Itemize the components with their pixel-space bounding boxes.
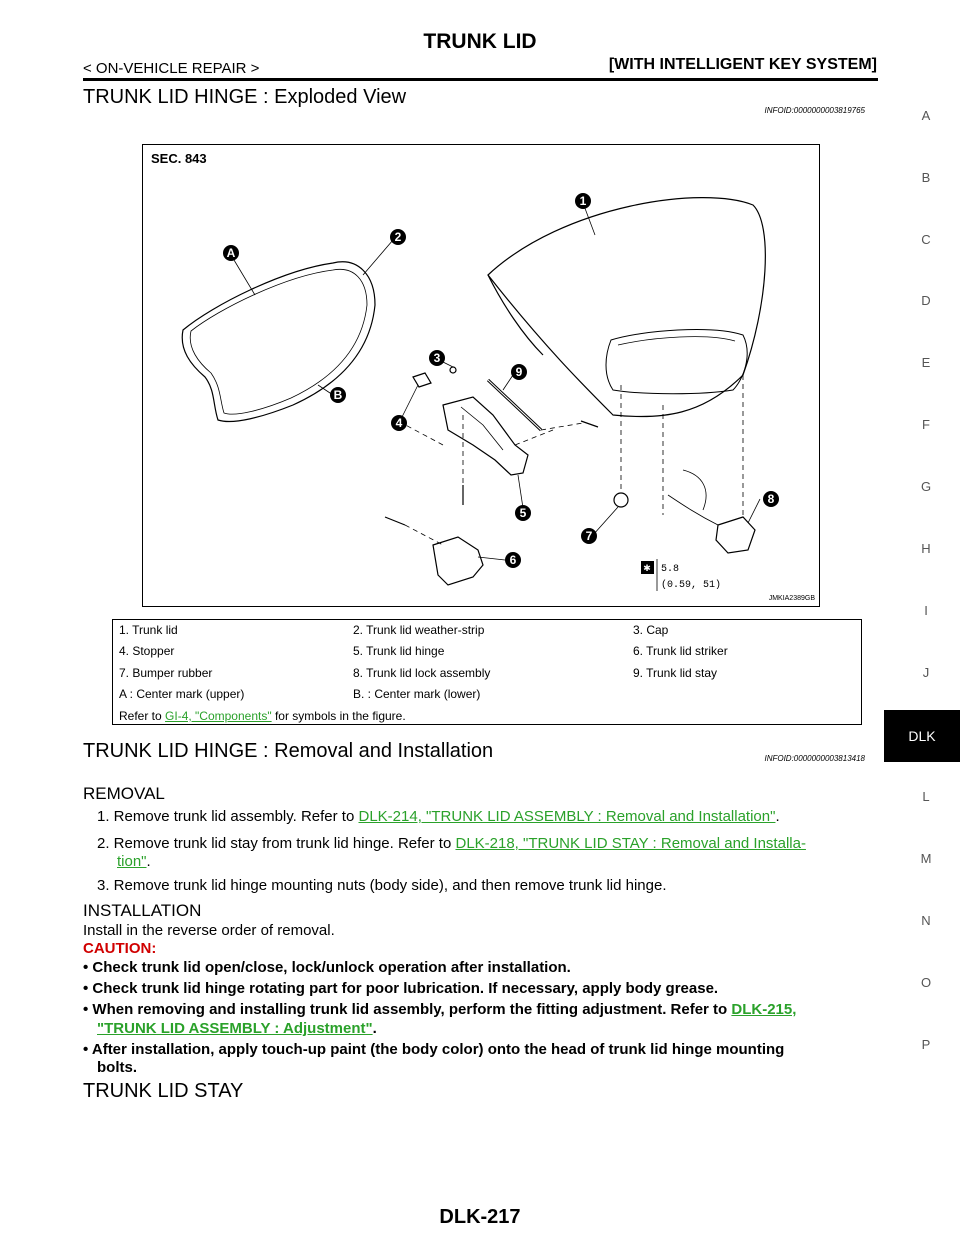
caution-bullet-2: • Check trunk lid hinge rotating part for poor lubrication. If necessary, apply body grease. <box>83 980 719 997</box>
side-index-n[interactable]: N <box>921 913 931 928</box>
side-index-m[interactable]: M <box>920 851 932 866</box>
legend-cell: 4. Stopper <box>119 644 175 659</box>
svg-text:7: 7 <box>585 529 593 543</box>
callout-9 <box>511 364 527 380</box>
legend <box>112 619 862 723</box>
legend-cell: 5. Trunk lid hinge <box>353 644 445 659</box>
side-index-d[interactable]: D <box>921 293 931 308</box>
page-number: DLK-217 <box>439 1206 521 1228</box>
side-index-l[interactable]: L <box>922 789 930 804</box>
callout-b <box>330 387 346 403</box>
caution-bullet-3-cont: "TRUNK LID ASSEMBLY : Adjustment". <box>97 1020 377 1037</box>
caution-bullet-3: • When removing and installing trunk lid assembly, perform the fitting adjustment. Refer to DLK-215, <box>83 1001 797 1018</box>
callout-2 <box>390 229 406 245</box>
exploded-view-drawing <box>143 145 818 605</box>
svg-text:6: 6 <box>509 553 517 567</box>
callout-a <box>223 245 239 261</box>
side-index-p[interactable]: P <box>921 1037 931 1052</box>
striker-shape <box>433 537 483 585</box>
svg-text:4: 4 <box>395 416 403 430</box>
legend-cell: B. : Center mark (lower) <box>353 687 481 702</box>
gi-4-link[interactable]: GI-4, "Components" <box>165 709 272 723</box>
hinge-shape <box>443 397 528 475</box>
torque-spec <box>641 559 721 591</box>
legend-reference: Refer to GI-4, "Components" for symbols in the figure. <box>119 709 406 723</box>
caution-bullet-4-cont: bolts. <box>97 1059 137 1076</box>
svg-text:1: 1 <box>579 194 587 208</box>
legend-cell: 6. Trunk lid striker <box>633 644 728 659</box>
figure-code: JMKIA2389GB <box>768 595 815 602</box>
dlk-214-link[interactable]: DLK-214, "TRUNK LID ASSEMBLY : Removal and Installation" <box>358 808 776 825</box>
callout-7 <box>581 528 597 544</box>
legend-cell: 1. Trunk lid <box>119 622 178 637</box>
caution-label: CAUTION: <box>83 940 157 957</box>
section-title-trunk-lid-stay: TRUNK LID STAY <box>83 1080 244 1102</box>
legend-row <box>112 684 862 706</box>
legend-cell: 2. Trunk lid weather-strip <box>353 622 485 637</box>
removal-step-2: 2. Remove trunk lid stay from trunk lid hinge. Refer to DLK-218, "TRUNK LID STAY : Removal and Installa- <box>97 835 806 852</box>
info-id: INFOID:0000000003819765 <box>764 106 865 115</box>
side-index-c[interactable]: C <box>921 232 931 247</box>
callout-8 <box>763 491 779 507</box>
legend-cell: 7. Bumper rubber <box>119 665 213 680</box>
legend-cell: 9. Trunk lid stay <box>633 665 718 680</box>
legend-table <box>112 619 862 705</box>
weather-strip-shape <box>182 262 375 422</box>
legend-cell: 3. Cap <box>633 622 669 637</box>
side-index-e[interactable]: E <box>921 355 931 370</box>
dlk-218-link[interactable]: DLK-218, "TRUNK LID STAY : Removal and Installa- <box>455 835 806 852</box>
section-title-removal-installation: TRUNK LID HINGE : Removal and Installation <box>83 740 494 762</box>
side-index-j[interactable]: J <box>922 665 930 680</box>
legend-cell <box>626 684 862 706</box>
dlk-218-link-cont[interactable]: tion" <box>117 853 147 870</box>
exploded-view-figure <box>142 144 820 607</box>
side-index-a[interactable]: A <box>921 108 931 123</box>
installation-intro: Install in the reverse order of removal. <box>83 922 335 939</box>
dlk-215-link-cont[interactable]: "TRUNK LID ASSEMBLY : Adjustment" <box>97 1020 373 1037</box>
side-index-o[interactable]: O <box>920 975 932 990</box>
svg-text:2: 2 <box>394 230 402 244</box>
info-id: INFOID:0000000003813418 <box>764 754 865 763</box>
header-section: < ON-VEHICLE REPAIR > <box>83 60 260 77</box>
legend-cell: 8. Trunk lid lock assembly <box>353 665 491 680</box>
page-title: TRUNK LID <box>423 30 537 53</box>
torque-value: 5.8 <box>661 564 680 575</box>
callout-5 <box>515 505 531 521</box>
side-index-f[interactable]: F <box>922 417 930 432</box>
svg-text:3: 3 <box>433 351 441 365</box>
svg-text:9: 9 <box>515 365 523 379</box>
removal-heading: REMOVAL <box>83 784 165 803</box>
installation-heading: INSTALLATION <box>83 901 202 920</box>
callout-1 <box>575 193 591 209</box>
header-variant: [WITH INTELLIGENT KEY SYSTEM] <box>608 56 877 73</box>
side-index-g[interactable]: G <box>920 479 932 494</box>
lock-shape <box>716 517 755 553</box>
removal-step-3: 3. Remove trunk lid hinge mounting nuts (body side), and then remove trunk lid hinge. <box>97 877 667 894</box>
legend-row <box>112 662 862 684</box>
section-title-exploded-view: TRUNK LID HINGE : Exploded View <box>83 86 407 108</box>
svg-text:8: 8 <box>767 492 775 506</box>
removal-step-2-cont: tion". <box>117 853 151 870</box>
legend-cell: A : Center mark (upper) <box>119 687 245 702</box>
svg-text:5: 5 <box>519 506 527 520</box>
trunk-lid-shape <box>488 198 765 417</box>
figure-section-number: SEC. 843 <box>151 151 207 166</box>
legend-row <box>112 641 862 663</box>
side-index-b[interactable]: B <box>921 170 931 185</box>
dlk-215-link[interactable]: DLK-215, <box>731 1001 797 1018</box>
callout-3 <box>429 350 445 366</box>
torque-value-sub: (0.59, 51) <box>661 580 722 591</box>
side-index-i[interactable]: I <box>924 603 928 618</box>
side-index-dlk-active[interactable]: DLK <box>884 710 960 762</box>
removal-step-1: 1. Remove trunk lid assembly. Refer to DLK-214, "TRUNK LID ASSEMBLY : Removal and Installation". <box>97 808 780 825</box>
legend-row <box>112 619 862 641</box>
caution-bullet-1: • Check trunk lid open/close, lock/unlock operation after installation. <box>83 959 571 976</box>
callout-4 <box>391 415 407 431</box>
svg-text:B: B <box>333 388 343 402</box>
svg-text:✱: ✱ <box>643 563 651 573</box>
header-rule <box>83 78 878 81</box>
caution-bullet-4: • After installation, apply touch-up paint (the body color) onto the head of trunk lid hinge mounting <box>83 1041 785 1058</box>
side-index-h[interactable]: H <box>921 541 931 556</box>
callout-6 <box>505 552 521 568</box>
svg-text:A: A <box>226 246 236 260</box>
